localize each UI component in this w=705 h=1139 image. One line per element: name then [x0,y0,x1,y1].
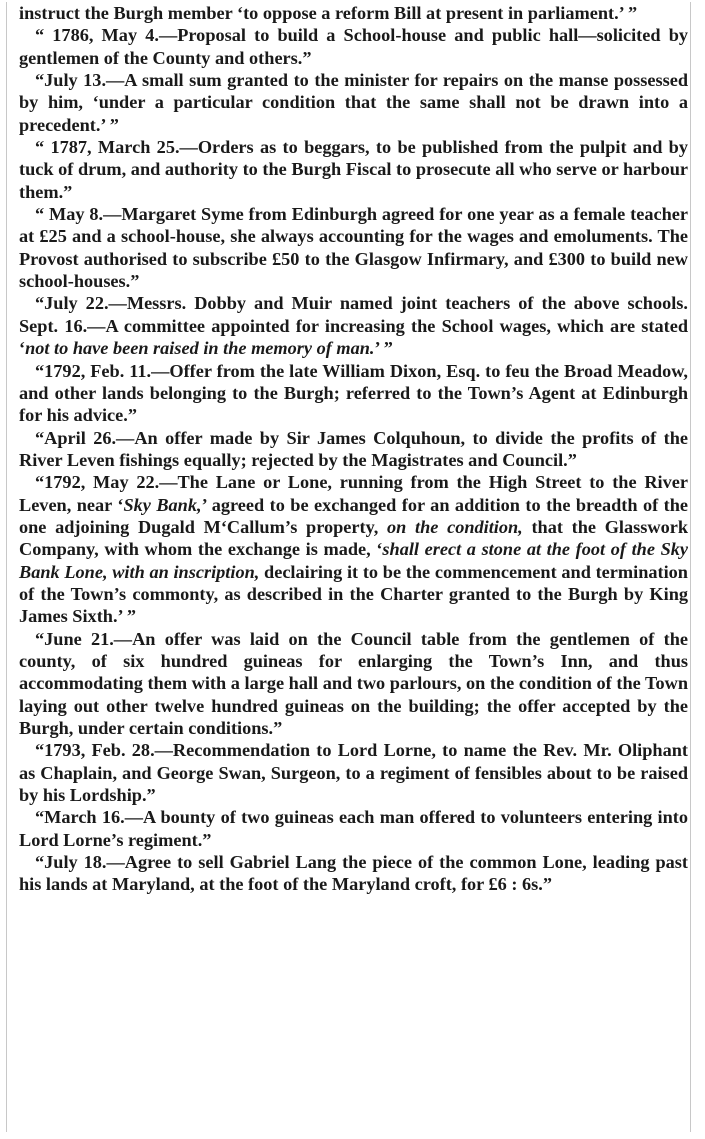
document-page [6,2,691,1132]
entry-june-21: “June 21.—An offer was laid on the Council table from the gentlemen of the county, of six hundred guineas for enlarging the Town’s Inn, and thus accommodating them with a large hall and two parlours, on the condition of the Town laying out other twelve hundred guineas on the building; the offer accepted by the Burgh, under certain conditions.” [19,628,688,738]
entry-may-8: “ May 8.—Margaret Syme from Edinburgh agreed for one year as a female teacher at £25 and a school-house, she always accounting for the wages and emoluments. The Provost authorised to subscribe £50 to the Glasgow Infirmary, and £300 to build new school-houses.” [19,204,688,292]
entry-may-22-italic-3: shall erect a stone at the foot of the Sky Bank Lone, with an inscription, [19,539,689,582]
entry-may-22-part-3: that the Glasswork Company, with whom the exchange is made, ‘ [19,516,688,560]
entry-may-22-italic-2: on the condition, [387,516,523,537]
entry-july-22 [19,292,688,359]
entry-1792-feb-11: “1792, Feb. 11.—Offer from the late William Dixon, Esq. to feu the Broad Meadow, and other lands belonging to the Burgh; referred to the Town’s Agent at Edinburgh for his advice.” [19,360,688,426]
entry-july-22-end: ’ ” [374,338,393,359]
entry-1786-may-4: “ 1786, May 4.—Proposal to build a School-house and public hall—solicited by gentlemen of the County and others.” [19,25,688,68]
entry-may-22-part-2: ’ agreed to be exchanged for an addition to the breadth of the one adjoining Dugald M‘Callum’s property, [19,494,688,537]
entry-july-13: “July 13.—A small sum granted to the minister for repairs on the manse possessed by him, ‘under a particular condition that the same shall not be drawn into a precedent.’ ” [19,70,688,135]
entry-april-26: “April 26.—An offer made by Sir James Colquhoun, to divide the profits of the River Leven fishings equally; rejected by the Magistrates and Council.” [19,427,688,470]
entry-1787-march-25: “ 1787, March 25.—Orders as to beggars, to be published from the pulpit and by tuck of drum, and authority to the Burgh Fiscal to prosecute all who serve or harbour them.” [19,137,688,202]
entry-1792-may-22 [19,471,688,627]
entry-july-22-italic: not to have been raised in the memory of man. [25,338,375,359]
entry-july-18: “July 18.—Agree to sell Gabriel Lang the piece of the common Lone, leading past his lands at Maryland, at the foot of the Maryland croft, for £6 : 6s.” [19,852,688,895]
entry-may-22-part-4: declairing it to be the commencement and termination of the Town’s commonty, as described in the Charter granted to the Burgh by King James Sixth.’ ” [19,561,688,627]
entry-may-22-part-1: “1792, May 22.—The Lane or Lone, running from the High Street to the River Leven, near ‘ [19,472,688,515]
entry-may-22-italic-1: Sky Bank, [123,494,202,515]
entry-july-22-text: “July 22.—Messrs. Dobby and Muir named joint teachers of the above schools. Sept. 16.—A committee appointed for increasing the School wages, which are stated ‘ [19,293,688,359]
entry-march-16: “March 16.—A bounty of two guineas each man offered to volunteers entering into Lord Lorne’s regiment.” [19,807,688,850]
entry-1793-feb-28: “1793, Feb. 28.—Recommendation to Lord Lorne, to name the Rev. Mr. Oliphant as Chaplain, and George Swan, Surgeon, to a regiment of fensibles about to be raised by his Lordship.” [19,740,688,806]
paragraph-continuation: instruct the Burgh member ‘to oppose a reform Bill at present in parliament.’ ” [19,3,638,23]
